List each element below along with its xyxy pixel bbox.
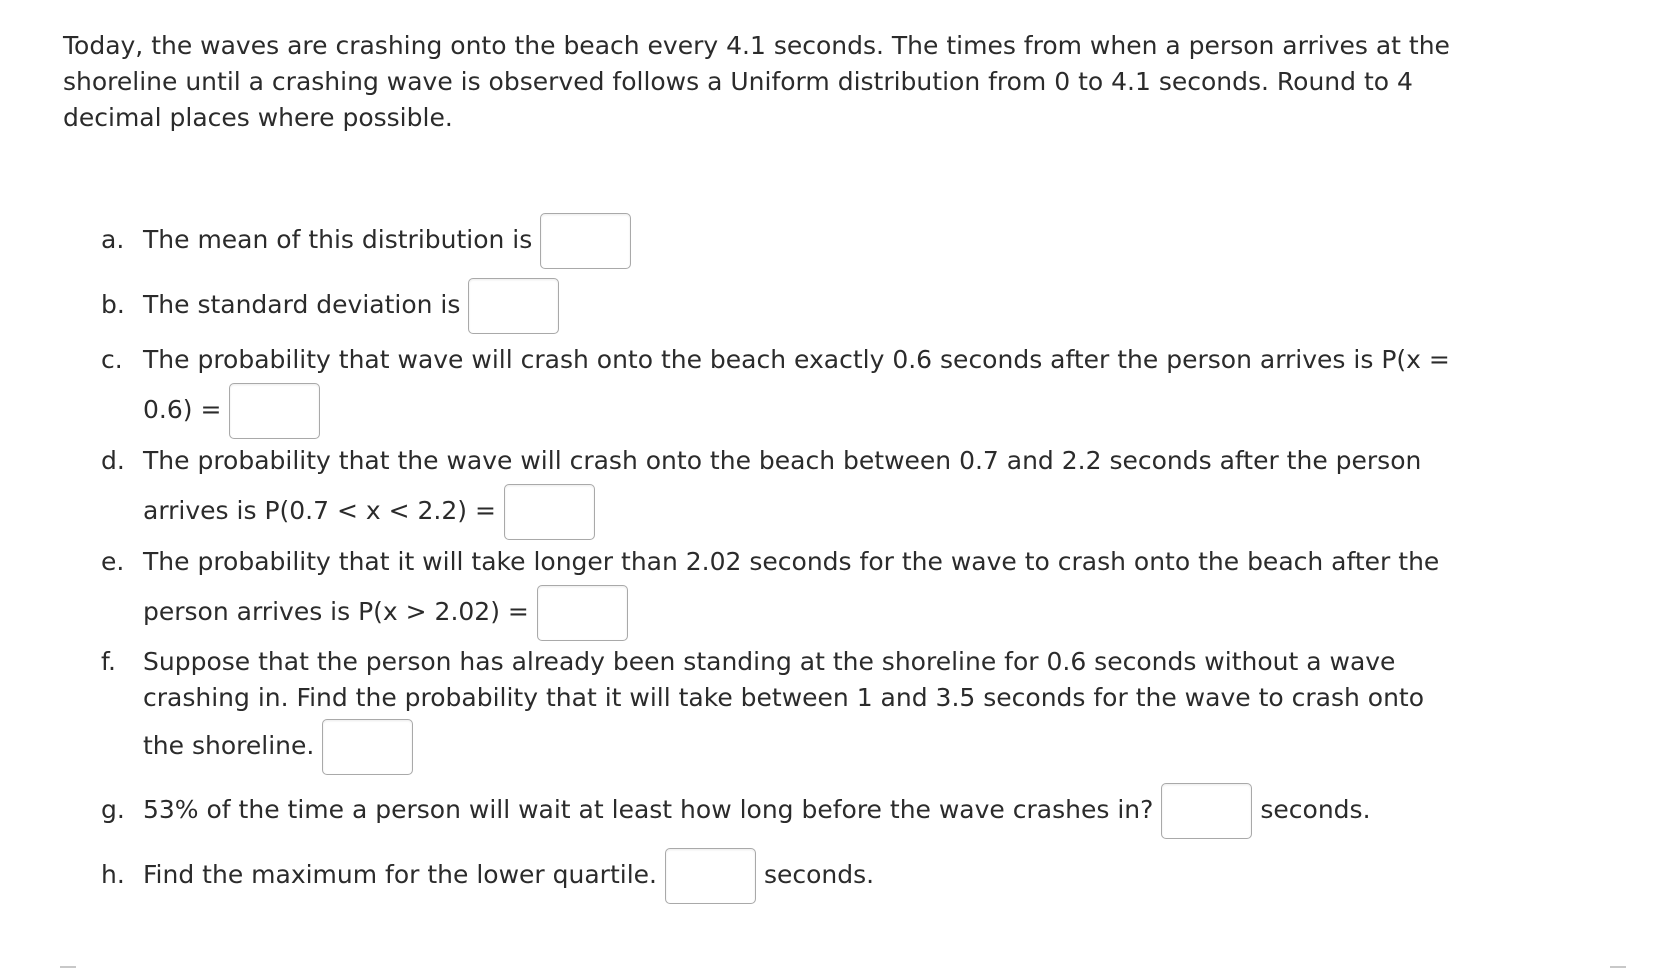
question-d [101, 443, 1521, 540]
question-text: The mean of this distribution is [143, 225, 533, 254]
question-text: crashing in. Find the probability that it will take between 1 and 3.5 seconds for the wave to crash onto [143, 683, 1425, 712]
answer-input-a[interactable] [540, 213, 631, 269]
question-letter: d. [101, 446, 125, 475]
question-text: Find the maximum for the lower quartile. [143, 860, 657, 889]
question-letter: c. [101, 345, 123, 374]
question-a [101, 212, 1521, 269]
frame-corner-right [1610, 966, 1626, 972]
problem-statement: Today, the waves are crashing onto the beach every 4.1 seconds. The times from when a person arrives at the shoreline until a crashing wave is observed follows a Uniform distribution from 0 to 4.1 seconds. Round to 4 decimal places where possible. [63, 31, 1450, 132]
answer-input-d[interactable] [504, 484, 595, 540]
question-text: The probability that it will take longer than 2.02 seconds for the wave to crash onto the beach after the [143, 547, 1440, 576]
question-letter: e. [101, 547, 125, 576]
question-c [101, 342, 1521, 439]
answer-input-b[interactable] [468, 278, 559, 334]
question-text: The probability that the wave will crash onto the beach between 0.7 and 2.2 seconds after the person [143, 446, 1422, 475]
question-letter: g. [101, 795, 125, 824]
unit-label: seconds. [763, 860, 875, 889]
question-text: Suppose that the person has already been standing at the shoreline for 0.6 seconds without a wave [143, 647, 1396, 676]
question-text: the shoreline. [143, 731, 315, 760]
answer-input-c[interactable] [229, 383, 320, 439]
answer-input-f[interactable] [322, 719, 413, 775]
question-text: arrives is P(0.7 < x < 2.2) = [143, 496, 496, 525]
question-h [101, 847, 1521, 904]
question-letter: h. [101, 860, 125, 889]
question-g [101, 782, 1521, 839]
question-letter: f. [101, 647, 116, 676]
answer-input-g[interactable] [1161, 783, 1252, 839]
question-text: The standard deviation is [143, 290, 461, 319]
question-text: 53% of the time a person will wait at least how long before the wave crashes in? [143, 795, 1154, 824]
question-letter: a. [101, 225, 125, 254]
question-b [101, 277, 1521, 334]
answer-input-h[interactable] [665, 848, 756, 904]
unit-label: seconds. [1260, 795, 1371, 824]
question-e [101, 544, 1521, 641]
answer-input-e[interactable] [537, 585, 628, 641]
question-letter: b. [101, 290, 125, 319]
question-f [101, 644, 1521, 775]
question-text: 0.6) = [143, 395, 222, 424]
question-text: The probability that wave will crash onto the beach exactly 0.6 seconds after the person arrives is P(x = [143, 345, 1450, 374]
frame-corner-left [60, 966, 76, 972]
question-text: person arrives is P(x > 2.02) = [143, 597, 529, 626]
